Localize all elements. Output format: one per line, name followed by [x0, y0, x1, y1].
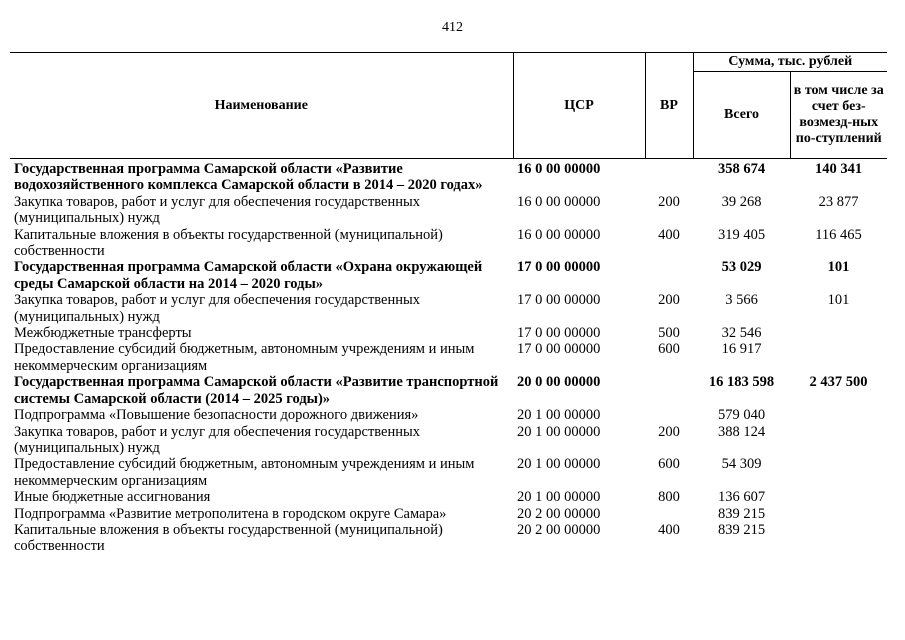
row-name: Государственная программа Самарской области «Развитие водохозяйственного комплекса Самарской области в 2014 – 2020 годах»: [14, 161, 483, 194]
row-bezvozmezd: 140 341: [814, 161, 863, 177]
row-csr: 20 1 00 00000: [517, 407, 601, 424]
row-name: Государственная программа Самарской области «Развитие транспортной системы Самарской области (2014 – 2025 годы)»: [14, 374, 499, 407]
row-total: 839 215: [717, 521, 766, 538]
table-row: [10, 456, 887, 489]
row-csr: 20 2 00 00000: [517, 505, 601, 522]
row-vr: [645, 159, 693, 194]
table-row: [10, 489, 887, 505]
row-csr: 17 0 00 00000: [517, 341, 601, 358]
row-bezvozmezd: 116 465: [815, 226, 862, 243]
row-csr: 17 0 00 00000: [517, 292, 601, 309]
row-total: 839 215: [717, 505, 766, 522]
row-vr: 600: [658, 341, 680, 358]
row-csr: 16 0 00 00000: [517, 226, 601, 243]
row-name: Закупка товаров, работ и услуг для обеспечения государственных (муниципальных) нужд: [14, 292, 421, 325]
row-total: 358 674: [717, 161, 766, 177]
row-vr: 200: [658, 292, 680, 309]
table-row: [10, 325, 887, 341]
row-csr: 20 1 00 00000: [517, 489, 601, 506]
row-csr: 16 0 00 00000: [517, 193, 601, 210]
table-row: [10, 159, 887, 194]
row-name: Предоставление субсидий бюджетным, автономным учреждениям и иным некоммерческим организациям: [14, 341, 475, 374]
row-vr: 400: [658, 521, 680, 538]
row-bezvozmezd: [790, 341, 887, 374]
row-name: Иные бюджетные ассигнования: [14, 489, 211, 506]
row-total: 579 040: [717, 407, 766, 424]
row-bezvozmezd: [790, 407, 887, 423]
table-row: [10, 407, 887, 423]
table-row: [10, 506, 887, 522]
row-csr: 17 0 00 00000: [517, 259, 601, 276]
row-bezvozmezd: [790, 456, 887, 489]
row-total: 16 183 598: [708, 374, 775, 391]
row-name: Подпрограмма «Развитие метрополитена в городском округе Самара»: [14, 505, 447, 522]
row-bezvozmezd: 101: [827, 259, 850, 276]
table-row: [10, 522, 887, 555]
table-row: [10, 227, 887, 260]
row-csr: 16 0 00 00000: [517, 161, 601, 177]
row-vr: 600: [658, 456, 680, 473]
row-vr: [645, 407, 693, 423]
row-name: Капитальные вложения в объекты государственной (муниципальной) собственности: [14, 521, 443, 555]
row-vr: 400: [658, 226, 680, 243]
row-vr: 500: [658, 325, 680, 342]
row-name: Межбюджетные трансферты: [14, 325, 192, 342]
row-vr: 800: [658, 489, 680, 506]
row-total: 16 917: [721, 341, 762, 358]
table-row: [10, 194, 887, 227]
header-vr: ВР: [645, 53, 693, 159]
row-csr: 20 1 00 00000: [517, 456, 601, 473]
table-body: [10, 159, 887, 555]
table-row: [10, 374, 887, 407]
row-csr: 20 0 00 00000: [517, 374, 601, 391]
row-csr: 17 0 00 00000: [517, 325, 601, 342]
row-csr: 20 1 00 00000: [517, 423, 601, 440]
row-total: 3 566: [725, 292, 758, 309]
row-vr: [645, 259, 693, 292]
header-total: Всего: [693, 72, 790, 159]
header-sum-group: Сумма, тыс. рублей: [693, 53, 887, 72]
row-vr: 200: [658, 423, 680, 440]
row-name: Капитальные вложения в объекты государственной (муниципальной) собственности: [14, 226, 443, 260]
table-header: [10, 53, 887, 159]
table-row: [10, 292, 887, 325]
page-number: 412: [442, 20, 463, 35]
row-total: 319 405: [717, 226, 766, 243]
row-total: 388 124: [717, 423, 766, 440]
row-total: 54 309: [721, 456, 762, 473]
row-bezvozmezd: [790, 424, 887, 457]
row-bezvozmezd: [790, 325, 887, 341]
row-csr: 20 2 00 00000: [517, 521, 601, 538]
header-name: Наименование: [10, 53, 513, 159]
row-total: 53 029: [721, 259, 762, 276]
row-vr: 200: [658, 193, 680, 210]
row-bezvozmezd: 23 877: [818, 193, 859, 210]
header-csr: ЦСР: [513, 53, 645, 159]
budget-table: [10, 52, 887, 555]
row-total: 136 607: [717, 489, 766, 506]
table-row: [10, 259, 887, 292]
row-name: Государственная программа Самарской области «Охрана окружающей среды Самарской области на 2014 – 2020 годы»: [14, 259, 483, 292]
row-vr: [645, 374, 693, 407]
row-vr: [645, 506, 693, 522]
row-name: Закупка товаров, работ и услуг для обеспечения государственных (муниципальных) нужд: [14, 193, 421, 227]
row-bezvozmezd: [790, 522, 887, 555]
row-total: 39 268: [721, 193, 762, 210]
row-bezvozmezd: [790, 489, 887, 505]
row-bezvozmezd: 101: [827, 292, 850, 309]
row-name: Предоставление субсидий бюджетным, автономным учреждениям и иным некоммерческим организациям: [14, 456, 475, 489]
table-row: [10, 424, 887, 457]
header-bezvozmezd: в том числе за счет без-возмезд-ных по-ступлений: [790, 72, 887, 159]
row-bezvozmezd: [790, 506, 887, 522]
row-name: Подпрограмма «Повышение безопасности дорожного движения»: [14, 407, 419, 424]
row-bezvozmezd: 2 437 500: [809, 374, 868, 391]
table-row: [10, 341, 887, 374]
row-name: Закупка товаров, работ и услуг для обеспечения государственных (муниципальных) нужд: [14, 423, 421, 456]
row-total: 32 546: [721, 325, 762, 342]
